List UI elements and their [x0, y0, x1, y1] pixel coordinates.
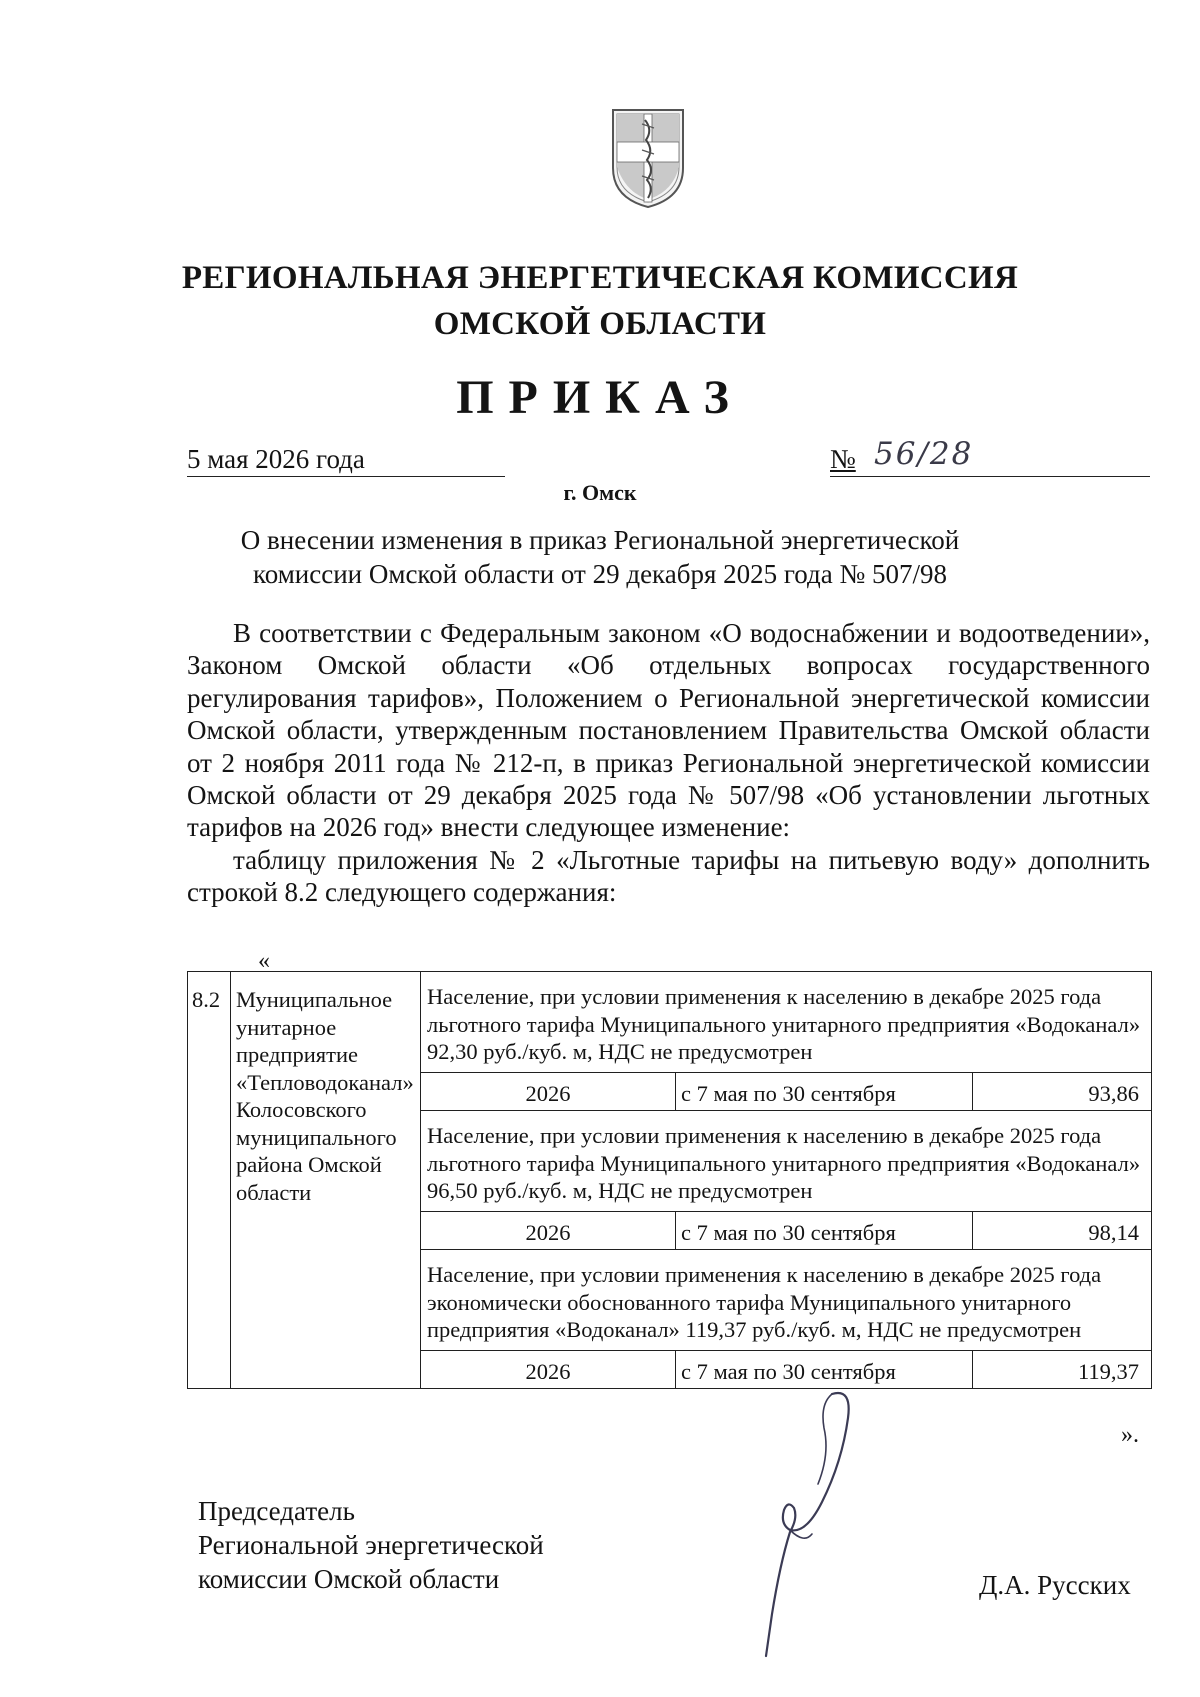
- group-1-tariff-value: 93,86: [973, 1072, 1152, 1111]
- group-3-period: с 7 мая по 30 сентября: [676, 1350, 973, 1389]
- document-type-title: ПРИКАЗ: [456, 371, 744, 424]
- group-1-period: с 7 мая по 30 сентября: [676, 1072, 973, 1111]
- table-row: [188, 972, 1152, 1073]
- coat-of-arms-icon: [609, 106, 687, 210]
- row-number-cell: 8.2: [188, 972, 231, 1389]
- group-2-period: с 7 мая по 30 сентября: [676, 1211, 973, 1250]
- group-1-year: 2026: [421, 1072, 676, 1111]
- group-2-tariff-value: 98,14: [973, 1211, 1152, 1250]
- organization-name-line-2: ОМСКОЙ ОБЛАСТИ: [433, 306, 767, 342]
- group-3-description: Население, при условии применения к населению в декабре 2025 года экономически обоснованного тарифа Муниципального унитарного предприятия «Водоканал» 119,37 руб./куб. м, НДС не предусмотрен: [421, 1250, 1152, 1351]
- signatory-name: Д.А. Русских: [979, 1570, 1131, 1600]
- document-city: г. Омск: [563, 480, 637, 505]
- signatory-title: [198, 1494, 544, 1596]
- group-2-year: 2026: [421, 1211, 676, 1250]
- handwritten-signature-icon: [760, 1384, 870, 1664]
- tariff-table: [187, 971, 1152, 1389]
- date-underline: [187, 476, 505, 477]
- table-close-quote: ».: [1121, 1422, 1139, 1448]
- signatory-title-line-2: Региональной энергетической: [198, 1530, 544, 1560]
- group-2-description: Население, при условии применения к населению в декабре 2025 года льготного тарифа Муниципального унитарного предприятия «Водоканал» 96,50 руб./куб. м, НДС не предусмотрен: [421, 1111, 1152, 1212]
- group-3-tariff-value: 119,37: [973, 1350, 1152, 1389]
- signatory-title-line-3: комиссии Омской области: [198, 1564, 500, 1594]
- body-paragraph-1: В соответствии с Федеральным законом «О водоснабжении и водоотведении», Законом Омской области «Об отдельных вопросах государственного регулирования тарифов», Положением о Региональной энергетической комиссии Омской области, утвержденным постановлением Правительства Омской области от 2 ноября 2011 года № 212-п, в приказ Региональной энергетической комиссии Омской области от 29 декабря 2025 года № 507/98 «Об установлении льготных тарифов на 2026 год» внести следующее изменение:: [187, 618, 1150, 843]
- group-3-year: 2026: [421, 1350, 676, 1389]
- document-date: 5 мая 2026 года: [187, 444, 365, 474]
- body-paragraph-2: таблицу приложения № 2 «Льготные тарифы на питьевую воду» дополнить строкой 8.2 следующего содержания:: [187, 844, 1150, 908]
- document-number-handwritten: 56/28: [874, 436, 974, 472]
- subject-line-1: О внесении изменения в приказ Региональной энергетической: [240, 525, 960, 555]
- signatory-title-line-1: Председатель: [198, 1496, 355, 1526]
- document-number-label: №: [830, 444, 856, 474]
- document-body: [187, 617, 1150, 909]
- subject-line-2: комиссии Омской области от 29 декабря 2025 года № 507/98: [252, 559, 948, 589]
- document-subject: [0, 523, 1200, 591]
- group-1-description: Население, при условии применения к населению в декабре 2025 года льготного тарифа Муниципального унитарного предприятия «Водоканал» 92,30 руб./куб. м, НДС не предусмотрен: [421, 972, 1152, 1073]
- organization-name-line-1: РЕГИОНАЛЬНАЯ ЭНЕРГЕТИЧЕСКАЯ КОМИССИЯ: [181, 260, 1019, 296]
- table-open-quote: «: [258, 948, 270, 974]
- number-underline: [830, 476, 1150, 477]
- organization-cell: Муниципальное унитарное предприятие «Тепловодоканал» Колосовского муниципального района Омской области: [231, 972, 421, 1389]
